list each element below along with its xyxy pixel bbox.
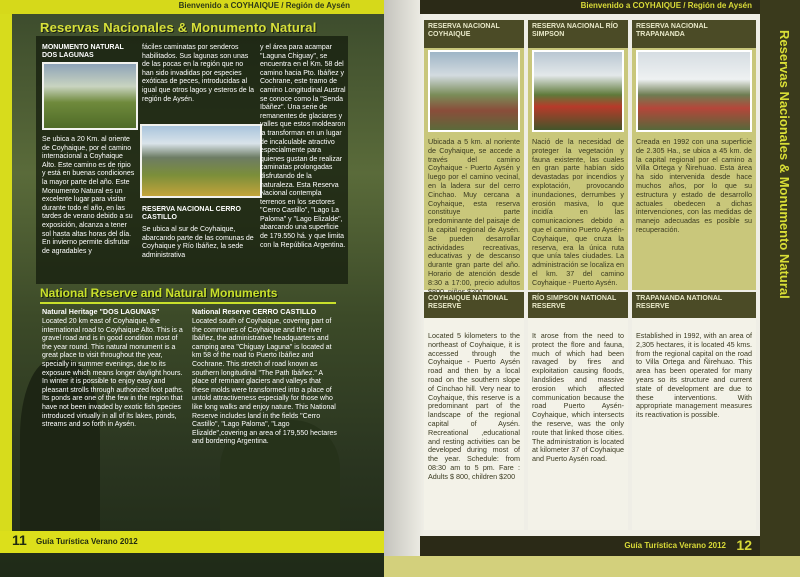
trapananda-reserve-photo bbox=[636, 50, 752, 132]
column-en-text: It arose from the need to protect the flore and fauna, much of which had been ravaged by fires and exploitation causing floods, landslides and massive erosion which affected communication because the road Puerto Aysén-Coyhaique, which intersects the reserve, was the only route that linked those cities. The administration is located at kilometer 37 of Coyhaique and Puerto Aysén road. bbox=[532, 331, 624, 464]
left-breadcrumb: Bienvenido a COYHAIQUE / Región de Aysén bbox=[178, 1, 350, 10]
left-footer-bar bbox=[0, 531, 384, 553]
left-header-bar bbox=[0, 0, 384, 14]
left-page bbox=[0, 0, 384, 577]
reserve-column-trapananda bbox=[632, 20, 756, 530]
right-page-bottom-edge bbox=[384, 556, 800, 577]
page-gutter-shadow bbox=[384, 0, 424, 577]
right-header-bar bbox=[420, 0, 760, 14]
column-en-heading: COYHAIQUE NATIONAL RESERVE bbox=[424, 292, 524, 318]
column-es-heading: RESERVA NACIONAL COYHAIQUE bbox=[424, 20, 524, 48]
right-footer-guide: Guía Turística Verano 2012 bbox=[624, 541, 726, 550]
column-en-heading: TRAPANANDA NATIONAL RESERVE bbox=[632, 292, 756, 318]
left-footer-guide: Guía Turística Verano 2012 bbox=[36, 537, 138, 546]
english-section-title: National Reserve and Natural Monuments bbox=[40, 286, 278, 300]
english-col1-heading: Natural Heritage "DOS LAGUNAS" bbox=[42, 307, 160, 316]
rio-simpson-reserve-photo bbox=[532, 50, 624, 132]
column-es-heading: RESERVA NACIONAL RÍO SIMPSON bbox=[528, 20, 628, 48]
right-breadcrumb: Bienvenido a COYHAIQUE / Región de Aysén bbox=[580, 1, 752, 10]
reserve-column-rio-simpson bbox=[528, 20, 628, 530]
column-en-text: Located 5 kilometers to the northeast of Coyhaique, it is accessed through the Coyhaique - Puerto Aysén road and then by a local road on the southern slope of Cinchao hill. Very near to Coyhaique, this reserve is a predominant part of the landscape of the regional capital of Aysén. Recreational ,educational and resting activities can be developed during most of the year. Schedule: from 08:30 am to 5 pm. Fare : Adults $ 800, children $200 bbox=[428, 331, 520, 481]
title-underline bbox=[40, 302, 336, 304]
reserve-column-coyhaique bbox=[424, 20, 524, 530]
spanish-col2-top-text: fáciles caminatas por senderos habilitados. Sus lagunas son unas de las pocas en la región que no han sido invadidas por especies exóticas de peces, introducidas al igual que otros lagos y esteros de la región de Aysén. bbox=[142, 44, 255, 103]
spanish-col2-bottom-text: Se ubica al sur de Coyhaique, abarcando parte de las comunas de Coyhaique y Río Ibáñez, la sede administrativa bbox=[142, 226, 254, 259]
photo2-caption: RESERVA NACIONAL CERRO CASTILLO bbox=[142, 206, 241, 221]
column-es-text: Ubicada a 5 km. al noriente de Coyhaique, se accede a través del camino Coyhaique - Puerto Aysén y luego por el camino vecinal, en la ladera sur del cerro Cinchao. Muy cercana a Coyhaique, esta reserva constituye parte predominante del paisaje de la capital regional de Aysén. Se pueden desarrollar actividades recreativas, educativas y de descanso durante gran parte del año. Horario de atención desde 8:30 a 17:00, precio adultos bbox=[428, 137, 520, 287]
right-page-number: 12 bbox=[736, 537, 752, 553]
coyhaique-reserve-photo bbox=[428, 50, 520, 132]
right-footer-bar bbox=[420, 536, 760, 556]
column-es-heading: RESERVA NACIONAL TRAPANANDA bbox=[632, 20, 756, 48]
dos-lagunas-photo bbox=[42, 62, 138, 130]
cerro-castillo-photo bbox=[140, 124, 262, 198]
spanish-col1-text: Se ubica a 20 Km. al oriente de Coyhaique, por el camino internacional a Coyhaique Alto. Este camino es de ripio y está en buenas condiciones la mayor parte del año. Este Monumento Natural es un excelente lugar para visitar durante todo el año, en las tardes de verano debido a su exposición, alcanza a tener sol hasta altas horas del día. En invierno permite disfrutar de agradables y bbox=[42, 136, 135, 255]
english-col2-text: Located south of Coyhaique, covering part of the communes of Coyhaique and the river Ibáñez, the administrative headquarters and camping area "Chiguay Laguna" is located at km 58 of the road to Puerto Ibáñez and Cochrane. This stretch of road known as southern longitudinal "The Path Ibáñez." A place of remnant glaciers and valleys that these molds were transformed into a place of untold attractiveness especially for those who like long walks and enjoy nature. This National Reserve includes land in the fields "Cerro Castillo", "Lago Paloma", "Lago Elizalde",covering an area of 179,550 hectares and bordering Argentina. bbox=[192, 318, 337, 446]
english-col2-heading: National Reserve CERRO CASTILLO bbox=[192, 307, 317, 316]
left-section-title: Reservas Nacionales & Monumento Natural bbox=[40, 20, 317, 35]
photo1-caption: MONUMENTO NATURAL DOS LAGUNAS bbox=[42, 44, 124, 59]
left-page-edge bbox=[0, 8, 12, 538]
spanish-col3-text: y el área para acampar "Laguna Chiguay", se encuentra en el Km. 58 del camino hacia Pto. Ibáñez y Cochrane, este tramo de camino Longitudinal Austral se conoce como la "Senda Ibáñez". Una serie de remanentes de glaciares y valles que estos moldearon la transforman en un lugar de incalculable atractivo especialmente para quienes gustan de realizar caminatas prolongadas disfrutando de la naturaleza. Esta Reserva Nacional contempla terrenos en los sectores "Cerro Castillo", "Lago La Paloma" y "Lago Elizalde", abarcando una superficie de 179.550 há. y que limita con la República Argentina. bbox=[260, 44, 346, 249]
column-es-text: Creada en 1992 con una superficie de 2.305 Ha., se ubica a 45 km. de la capital regional por el camino a Villa Ortega y Ñirehuao. Esta área ha sido intervenida desde hace muchos años, por lo que su estructura y estado de desarrollo actuales obedecen a dichas intervenciones, con las medidas de manejo adecuadas es posible su recuperación. bbox=[636, 137, 752, 234]
english-col1-text: Located 20 km east of Coyhaique, the international road to Coyhaique Alto. This is a gravel road and is in good condition most of the year round. This natural monument is a great place to visit throughout the year, specially in summer evenings, due to its exposure which means longer daylight hours. In winter it is possible to enjoy easy and pleasant strolls through authorized foot paths. Its ponds are one of the few in the region that have not been invaded by exotic fish species introduced virtually in all of its lakes, ponds, streams and so forth in Aysén. bbox=[42, 318, 184, 429]
left-page-number: 11 bbox=[12, 532, 27, 548]
column-en-text: Established in 1992, with an area of 2,305 hectares, it is located 45 kms. from the regional capital on the road to Villa Ortega and Ñirehuao. This area has been operated for many years so its structure and current state of development are due to these interventions. With appropriate management measures its reactivation is possible. bbox=[636, 331, 752, 420]
column-es-text: Nació de la necesidad de proteger la vegetación y fauna existente, las cuales en gran parte habían sido devastadas por incendios y explotación, provocando inundaciones, derrumbes y erosión masiva, lo que incidía en las comunicaciones debido a que el camino Puerto Aysén-Coyhaique, que cruza la reserva, era la única ruta que unía tales ciudades. La administración se localiza en el km. 37 del camino Coyhaique - Puerto Aysén. bbox=[532, 137, 624, 287]
column-en-heading: RÍO SIMPSON NATIONAL RESERVE bbox=[528, 292, 628, 318]
right-side-title: Reservas Nacionales & Monumento Natural bbox=[777, 30, 792, 299]
